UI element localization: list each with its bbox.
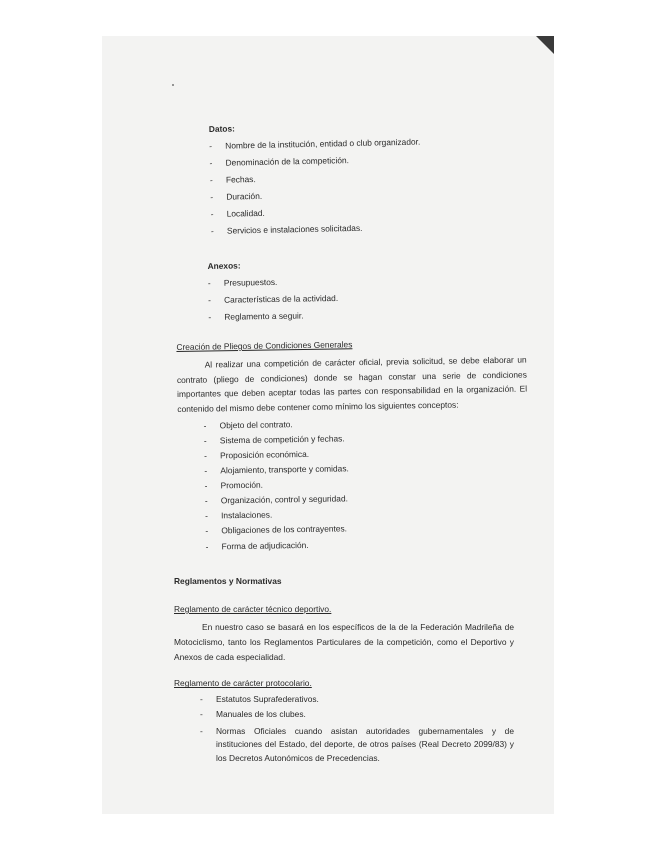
list-item: - Organización, control y seguridad. [205, 491, 529, 506]
folded-corner [534, 36, 554, 56]
scan-speck [172, 84, 174, 86]
list-item: - Nombre de la institución, entidad o club organizador. [209, 136, 449, 151]
list-item: - Normas Oficiales cuando asistan autoridades gubernamentales y de instituciones del Estado, del deporte, de otros países (Real Decreto 2099/83) y los Decretos Autonómicos de Precedencias. [200, 725, 514, 767]
list-item: - Obligaciones de los contrayentes. [205, 521, 529, 536]
list-item: - Promoción. [204, 476, 528, 491]
list-item: - Características de la actividad. [208, 292, 428, 306]
list-item: - Proposición económica. [204, 446, 528, 461]
list-item: - Manuales de los clubes. [200, 709, 514, 719]
datos-heading: Datos: [208, 123, 236, 135]
list-item: - Servicios e instalaciones solicitadas. [211, 221, 451, 236]
tecnico-paragraph: En nuestro caso se basará en los específicos de la de la Federación Madrileña de Motociclismo, tanto los Reglamentos Particulares de la competición, como el Deportivo y Anexos de cada especialidad. [174, 622, 514, 662]
list-item: - Reglamento a seguir. [208, 309, 428, 323]
anexos-section [207, 258, 428, 330]
datos-section [209, 119, 451, 244]
pliegos-list [204, 415, 530, 551]
list-item: - Instalaciones. [205, 506, 529, 521]
document-page [102, 36, 554, 814]
list-item: - Denominación de la competición. [209, 153, 449, 168]
protocolario-heading: Reglamento de carácter protocolario. [174, 678, 312, 689]
list-item: - Estatutos Suprafederativos. [200, 694, 514, 704]
list-item: - Objeto del contrato. [204, 415, 528, 430]
protocolario-list [200, 694, 514, 766]
list-item: - Localidad. [211, 204, 451, 219]
list-item: - Forma de adjudicación. [205, 536, 529, 551]
reglamentos-heading: Reglamentos y Normativas [174, 576, 282, 586]
list-item: - Fechas. [210, 170, 450, 185]
pliegos-paragraph: Al realizar una competición de carácter oficial, previa solicitud, se debe elaborar un contrato (pliego de condiciones) donde se hagan constar una serie de condiciones importantes que deben aceptar todas las partes con responsabilidad en la organización. El contenido del mismo debe contener como mínimo los siguientes conceptos: [176, 354, 528, 415]
anexos-heading: Anexos: [207, 260, 241, 272]
anexos-list [208, 275, 429, 323]
pliegos-section [176, 337, 529, 557]
tecnico-heading: Reglamento de carácter técnico deportivo. [174, 604, 332, 615]
list-item: - Sistema de competición y fechas. [204, 430, 528, 445]
list-item: - Duración. [210, 187, 450, 202]
reglamentos-section [174, 576, 514, 771]
list-item: - Alojamiento, transporte y comidas. [204, 461, 528, 476]
datos-list [209, 136, 451, 236]
list-item: - Presupuestos. [208, 275, 428, 289]
pliegos-heading: Creación de Pliegos de Condiciones Generales [176, 339, 353, 353]
